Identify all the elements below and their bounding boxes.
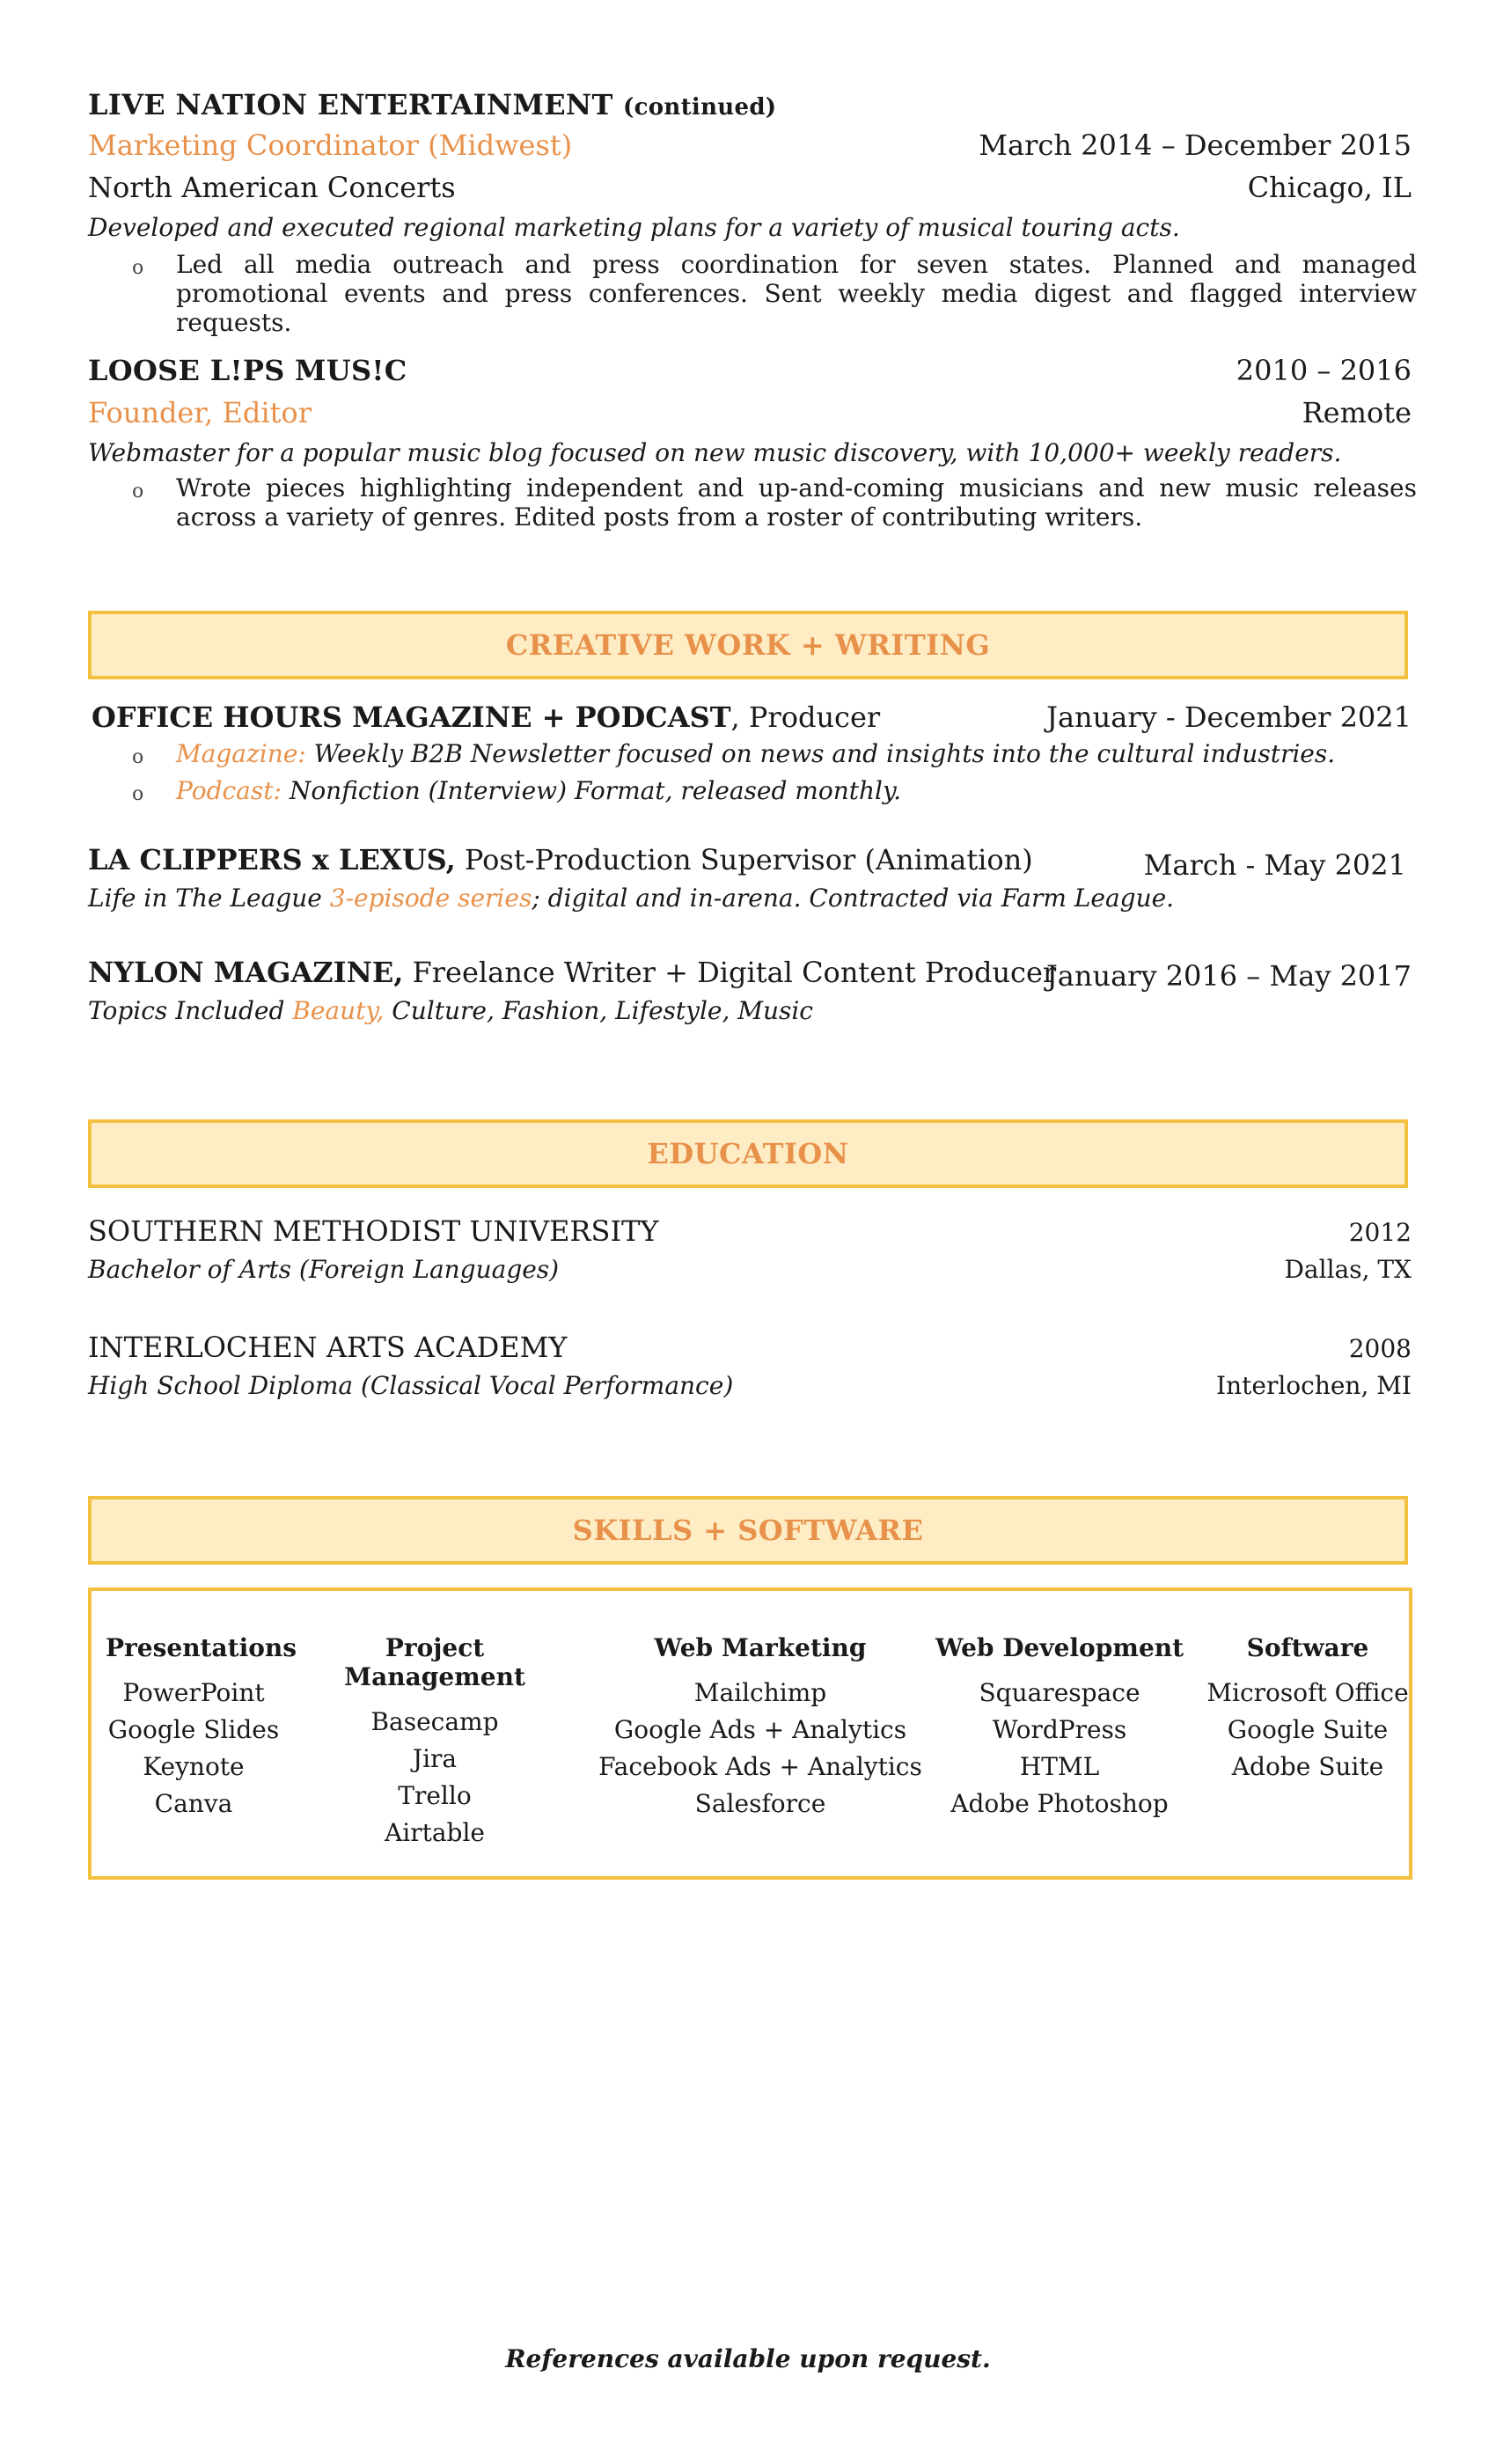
job-division: North American Concerts xyxy=(88,171,456,204)
creative-bullet xyxy=(176,776,901,805)
school-year: 2008 xyxy=(1348,1334,1412,1363)
skill-item: Mailchimp xyxy=(693,1678,827,1707)
creative-org: LA CLIPPERS x LEXUS, xyxy=(88,843,456,876)
skill-heading: Web Marketing xyxy=(654,1633,867,1662)
creative-org: NYLON MAGAZINE, xyxy=(88,956,404,989)
job-bullet: Led all media outreach and press coordination for seven states. Planned and managed promotional events and press conferences. Sent weekly media digest and flagged interview requests. xyxy=(176,250,1417,337)
company-title: LIVE NATION ENTERTAINMENT xyxy=(88,88,613,121)
creative-bullet xyxy=(176,739,1335,768)
school-name: SOUTHERN METHODIST UNIVERSITY xyxy=(88,1214,659,1248)
skill-item: Basecamp xyxy=(370,1707,499,1736)
creative-role: Post-Production Supervisor (Animation) xyxy=(455,843,1033,876)
skill-item: Adobe Photoshop xyxy=(950,1789,1169,1818)
desc-text: Life in The League xyxy=(88,884,330,913)
creative-role: , Producer xyxy=(730,700,881,734)
skill-item: PowerPoint xyxy=(122,1678,265,1707)
skill-item: Facebook Ads + Analytics xyxy=(598,1752,922,1781)
school-name: INTERLOCHEN ARTS ACADEMY xyxy=(88,1331,568,1364)
job-location: Remote xyxy=(1302,396,1412,429)
skill-column-software xyxy=(1202,1633,1413,1786)
skill-item: WordPress xyxy=(992,1715,1127,1744)
skill-heading: Project Management xyxy=(344,1633,525,1691)
desc-text: ; digital and in-arena. Contracted via Farm League. xyxy=(532,884,1175,913)
skill-item: Google Suite xyxy=(1227,1715,1389,1744)
creative-entry-title xyxy=(92,700,880,734)
school-year: 2012 xyxy=(1348,1218,1412,1247)
section-title: EDUCATION xyxy=(647,1137,849,1170)
creative-dates: January 2016 – May 2017 xyxy=(1045,959,1412,993)
bullet-label: Podcast: xyxy=(176,776,282,805)
creative-description xyxy=(88,996,813,1025)
school-degree: High School Diploma (Classical Vocal Performance) xyxy=(88,1371,734,1400)
company-name xyxy=(88,88,776,121)
creative-org: OFFICE HOURS MAGAZINE + PODCAST xyxy=(92,700,731,734)
job-role: Founder, Editor xyxy=(88,396,312,429)
creative-description xyxy=(88,884,1174,913)
section-title: SKILLS + SOFTWARE xyxy=(572,1514,924,1547)
skill-item: Keynote xyxy=(143,1752,245,1781)
section-banner-skills xyxy=(88,1496,1408,1565)
desc-highlight: 3-episode series xyxy=(329,884,532,913)
section-banner-creative xyxy=(88,611,1408,679)
school-location: Interlochen, MI xyxy=(1216,1371,1412,1400)
skill-item: Adobe Suite xyxy=(1231,1752,1384,1781)
skill-column-project-management xyxy=(303,1633,567,1852)
creative-entry-title xyxy=(88,956,1056,989)
bullet-icon: o xyxy=(132,746,144,768)
section-title: CREATIVE WORK + WRITING xyxy=(505,628,991,662)
skill-item: Airtable xyxy=(385,1818,485,1847)
job-summary: Developed and executed regional marketing plans for a variety of musical touring acts. xyxy=(88,213,1180,242)
job-dates: March 2014 – December 2015 xyxy=(979,128,1412,162)
skill-item: Salesforce xyxy=(694,1789,826,1818)
bullet-icon: o xyxy=(132,783,144,805)
bullet-icon: o xyxy=(132,480,144,502)
job-summary: Webmaster for a popular music blog focused on new music discovery, with 10,000+ weekly readers. xyxy=(88,438,1342,467)
skill-item: Jira xyxy=(412,1744,458,1773)
skills-table xyxy=(88,1588,1412,1880)
school-degree: Bachelor of Arts (Foreign Languages) xyxy=(88,1255,560,1284)
job-bullet: Wrote pieces highlighting independent and up-and-coming musicians and new music releases across a variety of genres. Edited posts from a roster of contributing writers. xyxy=(176,473,1417,532)
bullet-text: Nonfiction (Interview) Format, released monthly. xyxy=(281,776,901,805)
section-banner-education xyxy=(88,1119,1408,1188)
bullet-icon: o xyxy=(132,257,144,279)
skill-heading: Presentations xyxy=(106,1633,297,1662)
school-location: Dallas, TX xyxy=(1284,1255,1412,1284)
skill-heading: Web Development xyxy=(935,1633,1184,1662)
desc-text: Topics Included xyxy=(88,996,293,1025)
creative-role: Freelance Writer + Digital Content Producer xyxy=(403,956,1057,989)
company-suffix: (continued) xyxy=(623,94,777,121)
skill-item: Canva xyxy=(154,1789,233,1818)
job-role: Marketing Coordinator (Midwest) xyxy=(88,128,573,162)
skill-heading: Software xyxy=(1246,1633,1369,1662)
bullet-label: Magazine: xyxy=(176,739,306,768)
skill-column-web-marketing xyxy=(593,1633,928,1822)
job-dates: 2010 – 2016 xyxy=(1236,354,1412,387)
references-note: References available upon request. xyxy=(505,2344,991,2373)
desc-highlight: Beauty, xyxy=(292,996,385,1025)
bullet-text: Weekly B2B Newsletter focused on news and insights into the cultural industries. xyxy=(305,739,1336,768)
skill-item: Google Slides xyxy=(107,1715,280,1744)
creative-dates: March - May 2021 xyxy=(1143,848,1406,882)
desc-text: Culture, Fashion, Lifestyle, Music xyxy=(384,996,813,1025)
skill-item: Squarespace xyxy=(979,1678,1140,1707)
job-location: Chicago, IL xyxy=(1247,171,1412,204)
skill-column-presentations xyxy=(106,1633,297,1822)
skill-item: HTML xyxy=(1019,1752,1100,1781)
company-name: LOOSE L!PS MUS!C xyxy=(88,354,407,387)
creative-dates: January - December 2021 xyxy=(1046,700,1412,734)
creative-entry-title xyxy=(88,843,1033,876)
skill-item: Trello xyxy=(398,1781,472,1810)
skill-column-web-development xyxy=(919,1633,1200,1822)
skill-item: Google Ads + Analytics xyxy=(613,1715,907,1744)
skill-item: Microsoft Office xyxy=(1206,1678,1409,1707)
